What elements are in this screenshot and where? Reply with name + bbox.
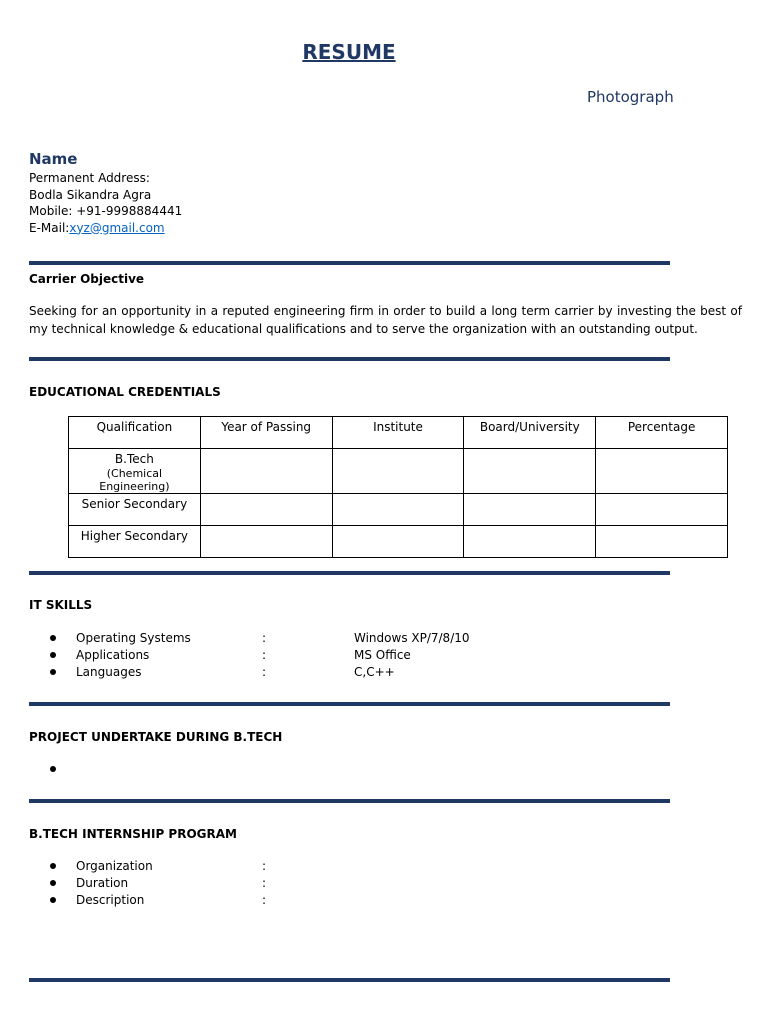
- table-row: [69, 494, 728, 526]
- section-divider: [29, 357, 670, 361]
- bullet-icon: [50, 880, 56, 886]
- qualification-cell: [69, 449, 201, 494]
- skill-separator: :: [262, 631, 267, 645]
- skill-value: Windows XP/7/8/10: [354, 631, 470, 645]
- bullet-icon: [50, 766, 56, 772]
- table-row: [69, 526, 728, 558]
- table-cell: [332, 494, 464, 526]
- skill-value: MS Office: [354, 648, 411, 662]
- table-cell: [596, 494, 728, 526]
- internship-label: Organization: [76, 859, 153, 873]
- column-header: Institute: [332, 417, 464, 449]
- internship-heading: B.TECH INTERNSHIP PROGRAM: [29, 827, 237, 841]
- internship-label: Duration: [76, 876, 129, 890]
- table-header-row: [69, 417, 728, 449]
- internship-separator: :: [262, 893, 267, 907]
- education-heading: EDUCATIONAL CREDENTIALS: [29, 385, 221, 399]
- internship-separator: :: [262, 876, 267, 890]
- objective-heading: Carrier Objective: [29, 272, 145, 286]
- email-label: E-Mail:: [29, 220, 70, 235]
- mobile-value: Mobile: +91-9998884441: [29, 204, 183, 218]
- column-header: Qualification: [69, 417, 201, 449]
- section-divider: [29, 702, 670, 706]
- photograph-placeholder: Photograph: [587, 88, 674, 106]
- column-header: Year of Passing: [200, 417, 332, 449]
- table-cell: [200, 526, 332, 558]
- internship-separator: :: [262, 859, 267, 873]
- bullet-icon: [50, 669, 56, 675]
- table-cell: [464, 449, 596, 494]
- skill-separator: :: [262, 648, 267, 662]
- contact-block: [29, 170, 182, 236]
- skill-label: Languages: [76, 665, 142, 679]
- address-label: Permanent Address:: [29, 171, 150, 185]
- qualification-detail: (Chemical Engineering): [99, 467, 170, 493]
- table-cell: [200, 449, 332, 494]
- internship-label: Description: [76, 893, 145, 907]
- address-value: Bodla Sikandra Agra: [29, 187, 152, 202]
- qualification-cell: Senior Secondary: [69, 494, 201, 526]
- column-header: Percentage: [596, 417, 728, 449]
- table-cell: [200, 494, 332, 526]
- bullet-icon: [50, 863, 56, 869]
- qualification-name: B.Tech: [114, 452, 154, 466]
- candidate-name: Name: [29, 150, 78, 168]
- section-divider: [29, 261, 670, 265]
- skill-label: Applications: [76, 648, 150, 662]
- objective-text: Seeking for an opportunity in a reputed engineering firm in order to build a long term carrier by investing the best of my technical knowledge & educational qualifications and to serve the organization with an outstanding output.: [29, 304, 742, 336]
- table-cell: [332, 449, 464, 494]
- table-cell: [596, 526, 728, 558]
- table-cell: [464, 526, 596, 558]
- bullet-icon: [50, 652, 56, 658]
- skill-separator: :: [262, 665, 267, 679]
- bullet-icon: [50, 897, 56, 903]
- section-divider: [29, 799, 670, 803]
- education-table: [68, 416, 728, 558]
- skill-label: Operating Systems: [76, 631, 191, 645]
- resume-title: RESUME: [302, 40, 396, 64]
- table-row: [69, 449, 728, 494]
- bullet-icon: [50, 635, 56, 641]
- it-skills-heading: IT SKILLS: [29, 598, 93, 612]
- column-header: Board/University: [464, 417, 596, 449]
- skill-value: C,C++: [354, 665, 395, 679]
- table-cell: [464, 494, 596, 526]
- project-heading: PROJECT UNDERTAKE DURING B.TECH: [29, 730, 283, 744]
- section-divider: [29, 571, 670, 575]
- qualification-cell: Higher Secondary: [69, 526, 201, 558]
- email-row: [29, 220, 182, 237]
- table-cell: [332, 526, 464, 558]
- section-divider: [29, 978, 670, 982]
- table-cell: [596, 449, 728, 494]
- email-link[interactable]: xyz@gmail.com: [69, 220, 165, 235]
